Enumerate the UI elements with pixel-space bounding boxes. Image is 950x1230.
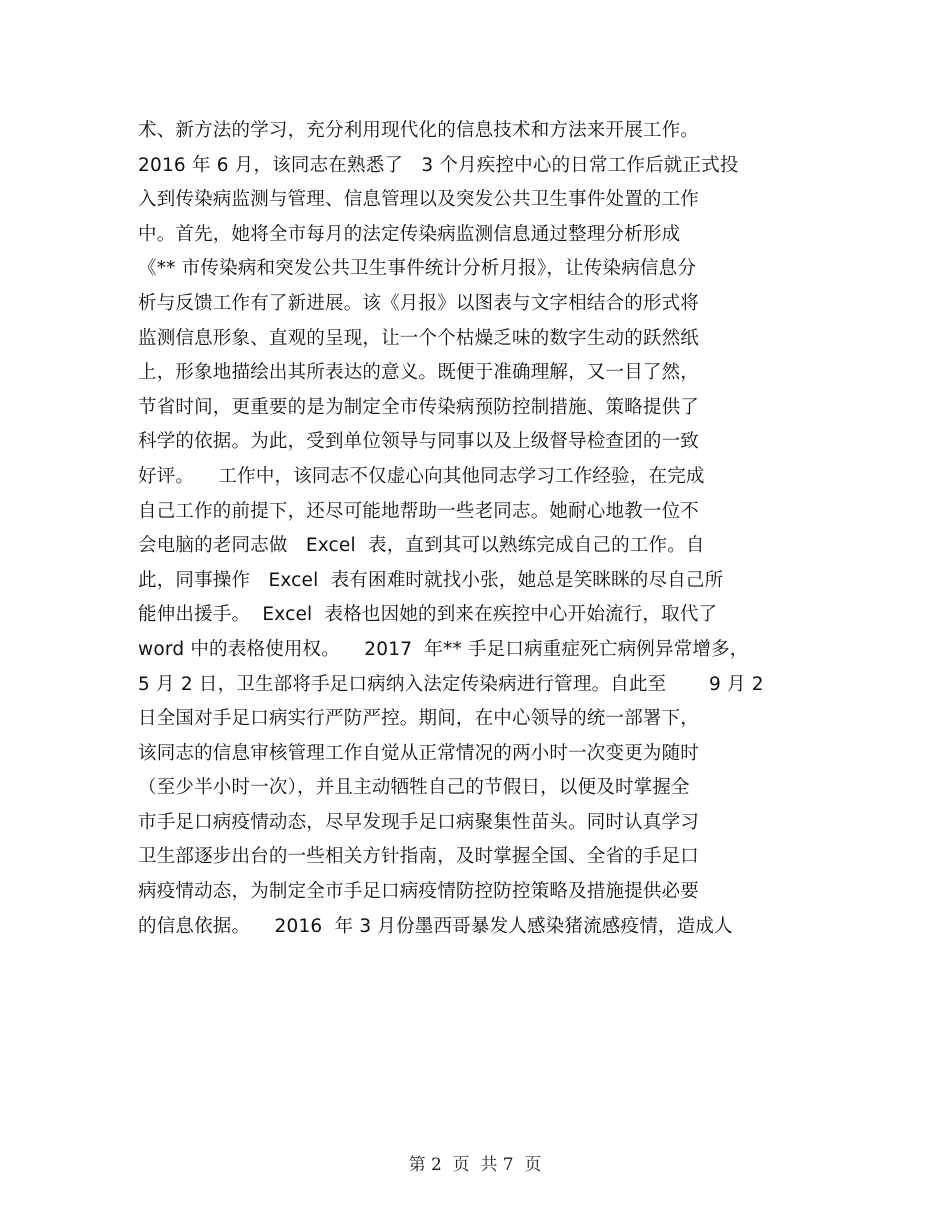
text-line: 术、新方法的学习，充分利用现代化的信息技术和方法来开展工作。	[138, 120, 700, 141]
text-line: 的信息依据。 2016 年 3 月份墨西哥暴发人感染猪流感疫情，造成人	[138, 915, 733, 937]
text-line: 好评。 工作中，该同志不仅虚心向其他同志学习工作经验，在完成	[138, 465, 705, 487]
text-line: 节省时间，更重要的是为制定全市传染病预防控制措施、策略提供了	[138, 396, 700, 418]
text-line: 入到传染病监测与管理、信息管理以及突发公共卫生事件处置的工作	[138, 189, 700, 211]
text-line: 日全国对手足口病实行严防严控。期间，在中心领导的统一部署下，	[138, 708, 700, 730]
text-line: 会电脑的老同志做 Excel 表，直到其可以熟练完成自己的工作。自	[138, 535, 705, 557]
text-line: 上，形象地描绘出其所表达的意义。既便于准确理解，又一目了然，	[138, 362, 700, 384]
page-number-footer: 第 2 页 共 7 页	[408, 1155, 542, 1175]
text-line: 该同志的信息审核管理工作自觉从正常情况的两小时一次变更为随时	[138, 742, 700, 764]
text-line: 市手足口病疫情动态，尽早发现手足口病聚集性苗头。同时认真学习	[138, 811, 700, 833]
text-line: （至少半小时一次），并且主动牺牲自己的节假日，以便及时掌握全	[138, 777, 690, 799]
text-line: 此，同事操作 Excel 表有困难时就找小张，她总是笑眯眯的尽自己所	[138, 569, 724, 591]
text-line: 科学的依据。为此，受到单位领导与同事以及上级督导检查团的一致	[138, 431, 700, 453]
text-line: 析与反馈工作有了新进展。该《月报》以图表与文字相结合的形式将	[138, 292, 700, 314]
text-line: 《** 市传染病和突发公共卫生事件统计分析月报》，让传染病信息分	[138, 258, 697, 280]
text-line: 能伸出援手。 Excel 表格也因她的到来在疾控中心开始流行，取代了	[138, 604, 718, 626]
text-line: 5 月 2 日，卫生部将手足口病纳入法定传染病进行管理。自此至 9 月 2	[138, 673, 764, 695]
text-line: 病疫情动态，为制定全市手足口病疫情防控防控策略及措施提供必要	[138, 881, 700, 903]
text-line: 中。首先，她将全市每月的法定传染病监测信息通过整理分析形成	[138, 223, 681, 245]
text-line: 2016 年 6 月，该同志在熟悉了 3 个月疾控中心的日常工作后就正式投	[138, 154, 739, 176]
text-line: word 中的表格使用权。 2017 年** 手足口病重症死亡病例异常增多，	[138, 638, 749, 660]
body-text	[138, 114, 838, 944]
text-line: 监测信息形象、直观的呈现，让一个个枯燥乏味的数字生动的跃然纸	[138, 327, 700, 349]
text-line: 自己工作的前提下，还尽可能地帮助一些老同志。她耐心地教一位不	[138, 500, 700, 522]
text-line: 卫生部逐步出台的一些相关方针指南，及时掌握全国、全省的手足口	[138, 846, 700, 868]
